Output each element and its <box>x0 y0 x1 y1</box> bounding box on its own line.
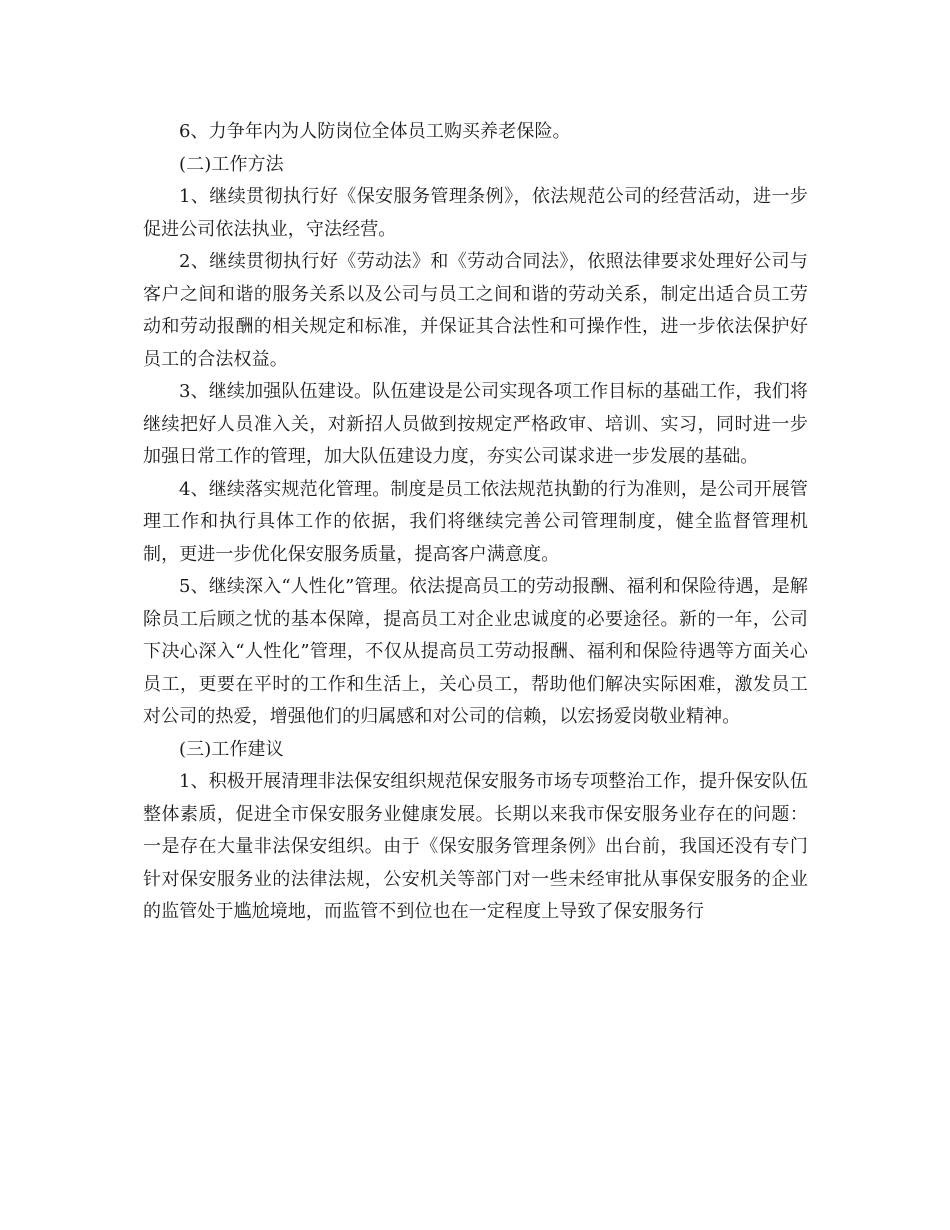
paragraph-method-1: 1、继续贯彻执行好《保安服务管理条例》，依法规范公司的经营活动，进一步促进公司依法执业，守法经营。 <box>143 186 808 240</box>
paragraph-method-5: 5、继续深入“人性化”管理。依法提高员工的劳动报酬、福利和保险待遇，是解除员工后顾之忧的基本保障，提高员工对企业忠诚度的必要途径。新的一年，公司下决心深入“人性化”管理，不仅从提高员工劳动报酬、福利和保险待遇等方面关心员工，更要在平时的工作和生活上，关心员工，帮助他们解决实际困难，激发员工对公司的热爱，增强他们的归属感和对公司的信赖，以宏扬爱岗敬业精神。 <box>143 576 808 727</box>
paragraph-item-6: 6、力争年内为人防岗位全体员工购买养老保险。 <box>179 121 571 142</box>
document-body <box>143 116 808 929</box>
section-heading-work-methods: (二)工作方法 <box>179 153 284 175</box>
paragraph-method-4: 4、继续落实规范化管理。制度是员工依法规范执勤的行为准则，是公司开展管理工作和执行具体工作的依据，我们将继续完善公司管理制度，健全监督管理机制，更进一步优化保安服务质量，提高客户满意度。 <box>143 478 808 565</box>
section-heading-work-suggestions: (三)工作建议 <box>179 738 284 760</box>
paragraph-suggestion-1: 1、积极开展清理非法保安组织规范保安服务市场专项整治工作，提升保安队伍整体素质，促进全市保安服务业健康发展。长期以来我市保安服务业存在的问题：一是存在大量非法保安组织。由于《保安服务管理条例》出台前，我国还没有专门针对保安服务业的法律法规，公安机关等部门对一些未经审批从事保安服务的企业的监管处于尴尬境地，而监管不到位也在一定程度上导致了保安服务行 <box>143 771 808 922</box>
paragraph-method-2: 2、继续贯彻执行好《劳动法》和《劳动合同法》，依照法律要求处理好公司与客户之间和谐的服务关系以及公司与员工之间和谐的劳动关系，制定出适合员工劳动和劳动报酬的相关规定和标准，并保证其合法性和可操作性，进一步依法保护好员工的合法权益。 <box>143 251 808 370</box>
paragraph-method-3: 3、继续加强队伍建设。队伍建设是公司实现各项工作目标的基础工作，我们将继续把好人员准入关，对新招人员做到按规定严格政审、培训、实习，同时进一步加强日常工作的管理，加大队伍建设力度，夯实公司谋求进一步发展的基础。 <box>143 381 808 467</box>
